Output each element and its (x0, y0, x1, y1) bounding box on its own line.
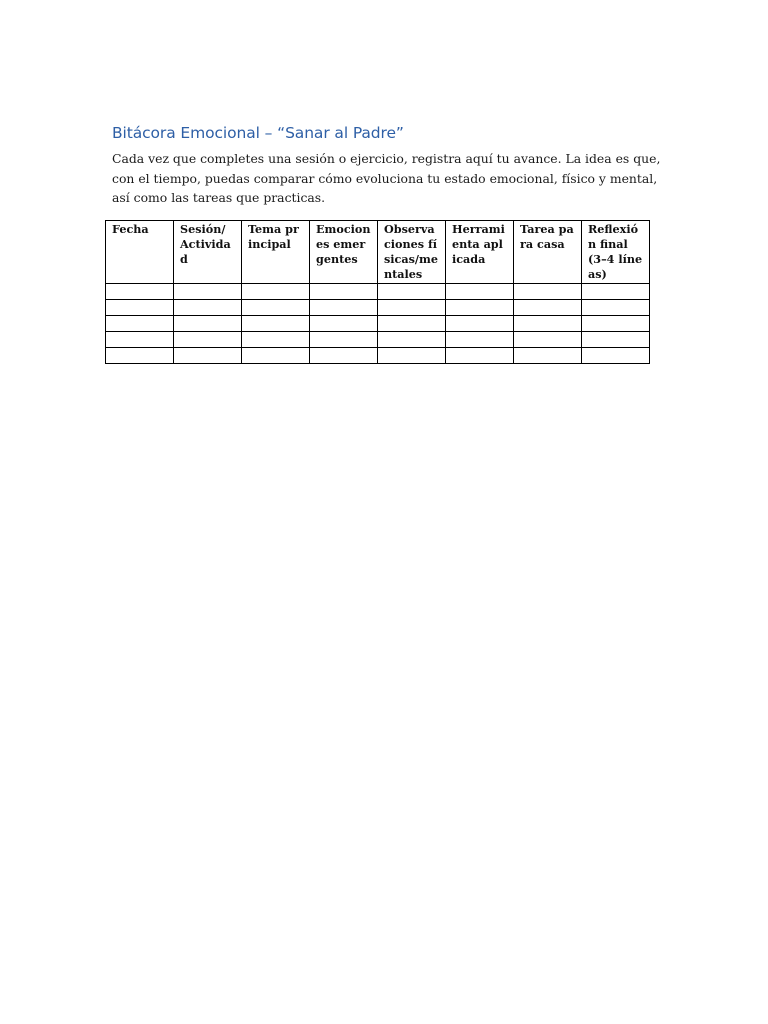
header-tarea-para-casa: Tarea para casa (514, 221, 582, 284)
table-cell[interactable] (106, 316, 174, 332)
header-tema-principal: Tema principal (242, 221, 310, 284)
header-herramienta-aplicada: Herramienta aplicada (446, 221, 514, 284)
emotional-log-table (105, 220, 650, 364)
table-cell[interactable] (446, 332, 514, 348)
table-row (106, 284, 650, 300)
table-row (106, 316, 650, 332)
table-cell[interactable] (582, 348, 650, 364)
table-cell[interactable] (174, 348, 242, 364)
table-cell[interactable] (378, 332, 446, 348)
header-sesion-actividad: Sesión/ Actividad (174, 221, 242, 284)
header-fecha: Fecha (106, 221, 174, 284)
table-cell[interactable] (310, 348, 378, 364)
table-cell[interactable] (582, 300, 650, 316)
table-body (106, 284, 650, 364)
table-cell[interactable] (106, 348, 174, 364)
table-cell[interactable] (514, 332, 582, 348)
table-cell[interactable] (378, 316, 446, 332)
table-cell[interactable] (582, 316, 650, 332)
table-cell[interactable] (106, 284, 174, 300)
table-header-row (106, 221, 650, 284)
table-cell[interactable] (310, 332, 378, 348)
table-cell[interactable] (446, 300, 514, 316)
table-cell[interactable] (514, 284, 582, 300)
table-cell[interactable] (242, 284, 310, 300)
table-cell[interactable] (378, 300, 446, 316)
table-row (106, 332, 650, 348)
table-cell[interactable] (310, 316, 378, 332)
table-cell[interactable] (582, 332, 650, 348)
table-cell[interactable] (106, 332, 174, 348)
header-observaciones: Observaciones físicas/mentales (378, 221, 446, 284)
table-cell[interactable] (514, 300, 582, 316)
table-row (106, 348, 650, 364)
intro-paragraph: Cada vez que completes una sesión o ejercicio, registra aquí tu avance. La idea es que, con el tiempo, puedas comparar cómo evoluciona tu estado emocional, físico y mental, así como las tareas que practicas. (112, 151, 661, 205)
table-cell[interactable] (174, 316, 242, 332)
header-reflexion-final: Reflexión final (3–4 líneas) (582, 221, 650, 284)
table-cell[interactable] (174, 300, 242, 316)
table-cell[interactable] (174, 332, 242, 348)
table-cell[interactable] (242, 332, 310, 348)
header-emociones-emergentes: Emociones emergentes (310, 221, 378, 284)
table-cell[interactable] (378, 284, 446, 300)
document-title: Bitácora Emocional – “Sanar al Padre” (112, 124, 404, 142)
table-cell[interactable] (582, 284, 650, 300)
table-cell[interactable] (514, 348, 582, 364)
table-cell[interactable] (310, 284, 378, 300)
table-cell[interactable] (242, 300, 310, 316)
table-cell[interactable] (242, 348, 310, 364)
table-cell[interactable] (106, 300, 174, 316)
table-row (106, 300, 650, 316)
table-cell[interactable] (446, 316, 514, 332)
table-cell[interactable] (310, 300, 378, 316)
table-cell[interactable] (514, 316, 582, 332)
table-cell[interactable] (378, 348, 446, 364)
table-cell[interactable] (446, 284, 514, 300)
table-cell[interactable] (174, 284, 242, 300)
table-cell[interactable] (242, 316, 310, 332)
table-cell[interactable] (446, 348, 514, 364)
